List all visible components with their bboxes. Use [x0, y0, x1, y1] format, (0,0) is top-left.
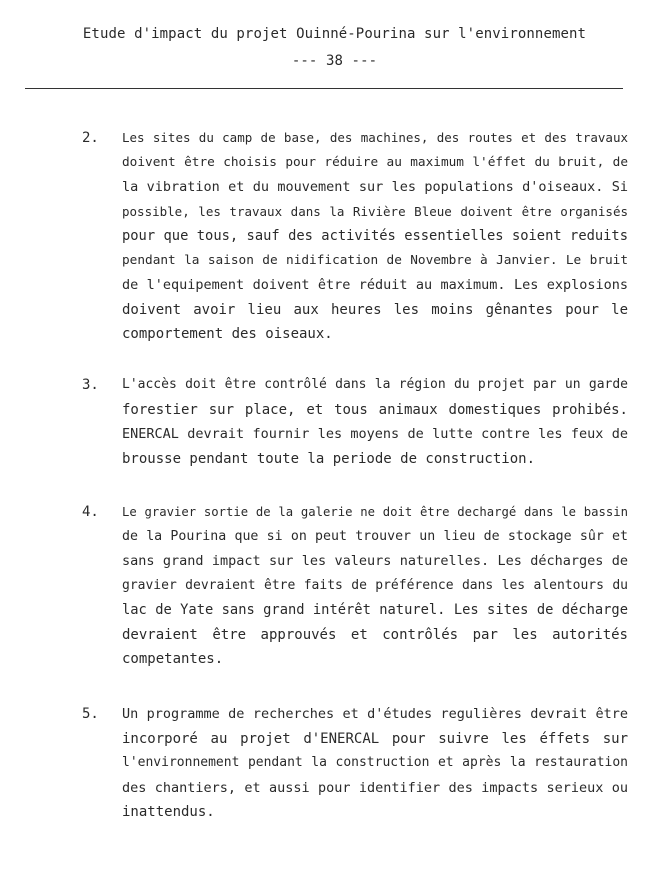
- item-line: Les sites du camp de base, des machines, des routes et des travaux: [122, 130, 628, 145]
- item-line: doivent avoir lieu aux heures les moins gênantes pour le: [122, 301, 628, 318]
- item-line: brousse pendant toute la periode de construction.: [122, 450, 536, 467]
- item-line: forestier sur place, et tous animaux domestiques prohibés.: [122, 401, 628, 418]
- item-line: competantes.: [122, 651, 224, 667]
- item-line: sans grand impact sur les valeurs naturelles. Les décharges de: [122, 553, 628, 569]
- item-text: [122, 702, 628, 825]
- document-title: Etude d'impact du projet Ouinné-Pourina sur l'environnement: [82, 26, 587, 42]
- item-line: possible, les travaux dans la Rivière Bleue doivent être organisés: [122, 203, 628, 219]
- item-line: pour que tous, sauf des activités essentielles soient reduits: [122, 228, 628, 244]
- item-number: 4.: [82, 504, 99, 520]
- page-number: --- 38 ---: [291, 53, 378, 69]
- item-number: 5.: [82, 706, 99, 722]
- item-line: gravier devraient être faits de préférence dans les alentours du: [122, 577, 628, 593]
- item-line: Un programme de recherches et d'études regulières devrait être: [122, 706, 628, 722]
- item-text: [122, 126, 628, 347]
- item-line: devraient être approuvés et contrôlés par les autorités: [122, 626, 628, 643]
- item-number: 2.: [82, 130, 99, 146]
- item-number: 3.: [82, 377, 99, 393]
- item-line: lac de Yate sans grand intérêt naturel. Les sites de décharge: [122, 602, 628, 618]
- item-text: [122, 373, 628, 471]
- page-header: [0, 26, 669, 69]
- item-line: Le gravier sortie de la galerie ne doit être dechargé dans le bassin: [122, 505, 628, 519]
- item-line: de la Pourina que si on peut trouver un lieu de stockage sûr et: [122, 528, 628, 544]
- item-line: doivent être choisis pour réduire au maximum l'éffet du bruit, de: [122, 154, 628, 170]
- item-text: [122, 500, 628, 672]
- item-line: inattendus.: [122, 804, 215, 820]
- item-line: incorporé au projet d'ENERCAL pour suivre les éffets sur: [122, 730, 628, 747]
- item-line: la vibration et du mouvement sur les populations d'oiseaux. Si: [122, 179, 628, 195]
- header-rule: [25, 88, 623, 89]
- item-line: des chantiers, et aussi pour identifier des impacts serieux ou: [122, 779, 628, 796]
- item-line: l'environnement pendant la construction et après la restauration: [122, 755, 628, 770]
- item-line: comportement des oiseaux.: [122, 326, 333, 342]
- item-line: L'accès doit être contrôlé dans la région du projet par un garde: [122, 377, 628, 392]
- item-line: pendant la saison de nidification de Novembre à Janvier. Le bruit: [122, 252, 628, 268]
- item-line: ENERCAL devrait fournir les moyens de lutte contre les feux de: [122, 426, 628, 442]
- item-line: de l'equipement doivent être réduit au maximum. Les explosions: [122, 277, 628, 293]
